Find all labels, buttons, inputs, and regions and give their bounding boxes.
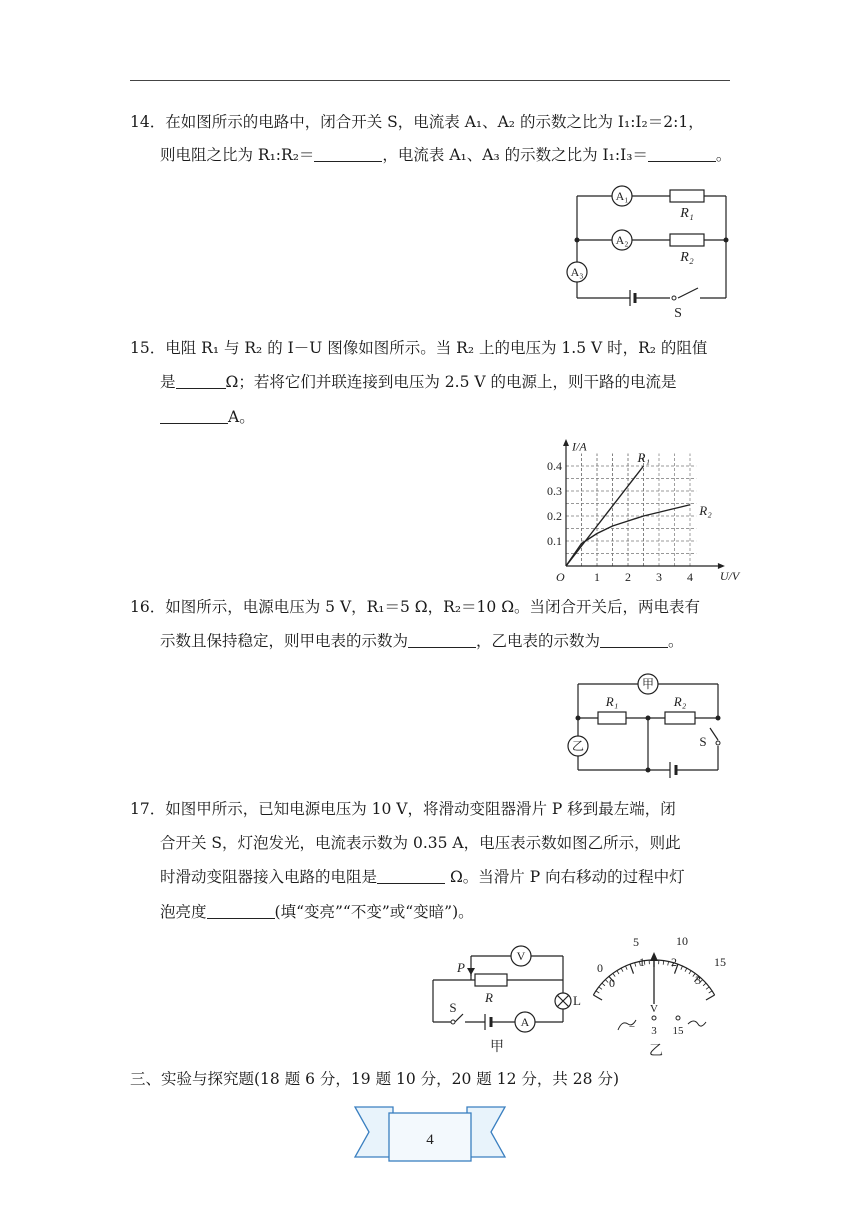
- label-a3: A₃: [570, 265, 584, 279]
- label-r2: R₂: [673, 694, 687, 709]
- dial-upper-5: 5: [633, 935, 639, 949]
- dial-upper-10: 10: [676, 934, 688, 948]
- q16-line2-c: 。: [668, 632, 684, 650]
- dial-tick: [681, 966, 683, 970]
- dial-tick: [685, 968, 687, 972]
- dial-upper-0: 0: [597, 961, 603, 975]
- terminal-post-3: [652, 1016, 656, 1020]
- terminal-post-15: [676, 1016, 680, 1020]
- q17-line4: [160, 901, 474, 923]
- resistor-r2: [670, 234, 704, 246]
- page-number-ribbon: [355, 1103, 505, 1167]
- label-s: S: [449, 1000, 457, 1015]
- voltmeter-dial-yi: [588, 930, 738, 1060]
- q17-line2: 合开关 S，灯泡发光，电流表示数为 0.35 A，电压表示数如图乙所示，则此: [160, 834, 681, 852]
- label-p: P: [457, 960, 465, 975]
- x-axis-label: U/V: [719, 569, 740, 583]
- q16-blank-1[interactable]: [408, 632, 476, 648]
- resistor-r1: [670, 190, 704, 202]
- label-r2: R₂: [680, 250, 694, 265]
- junction-a: [576, 716, 581, 721]
- x-tick-label: 1: [594, 570, 600, 584]
- label-l: L: [573, 993, 581, 1008]
- ribbon-right-tail: [467, 1107, 505, 1157]
- dial-tick: [706, 987, 709, 989]
- q14-blank-2[interactable]: [648, 146, 716, 162]
- y-axis-label: I/A: [572, 439, 587, 454]
- q17-line3: [160, 866, 685, 888]
- dial-tick: [593, 995, 602, 1000]
- label-yi: 乙: [571, 739, 585, 753]
- q15-line2-a: 是: [160, 373, 176, 391]
- switch-pivot: [451, 1020, 455, 1024]
- label-r1: R₁: [605, 694, 619, 709]
- junction-left: [575, 238, 580, 243]
- dial-tick: [630, 964, 633, 973]
- dial-lower-2: 2: [671, 955, 677, 969]
- dial-upper-15: 15: [714, 955, 726, 969]
- q15-blank-1[interactable]: [176, 373, 226, 389]
- series-r1-label: R₁: [637, 450, 650, 465]
- q17-blank-2[interactable]: [207, 903, 275, 919]
- q16-line1: 16．如图所示，电源电压为 5 V，R₁＝5 Ω，R₂＝10 Ω。当闭合开关后，两电表有: [130, 598, 701, 616]
- q16-circuit-figure: [560, 668, 730, 778]
- caption-jia: 甲: [490, 1040, 504, 1055]
- switch-pivot: [716, 741, 720, 745]
- q15-line2-b: Ω；若将它们并联连接到电压为 2.5 V 的电源上，则干路的电流是: [225, 373, 677, 391]
- series-r2-label: R₂: [699, 503, 712, 518]
- dial-lower-3: 3: [695, 973, 701, 987]
- q14-line2-c: 。: [715, 146, 732, 164]
- q17-line1: 17．如图甲所示，已知电源电压为 10 V，将滑动变阻器滑片 P 移到最左端，闭: [130, 800, 676, 818]
- junction-right: [724, 238, 729, 243]
- caption-yi: 乙: [649, 1044, 663, 1059]
- origin-label: O: [556, 570, 565, 584]
- label-a1: A₁: [615, 189, 629, 203]
- dial-lower-1: 1: [639, 955, 645, 969]
- resistor-r2: [665, 712, 695, 724]
- terminal-15: 15: [672, 1025, 684, 1037]
- dial-tick: [703, 983, 706, 986]
- dial-tick: [663, 961, 664, 965]
- label-a2: A₂: [615, 233, 629, 247]
- q15-blank-2[interactable]: [160, 408, 228, 424]
- label-jia: 甲: [641, 677, 655, 691]
- junction-b: [646, 716, 651, 721]
- label-s: S: [674, 306, 682, 321]
- q16-line2-b: ，乙电表的示数为: [476, 632, 601, 650]
- dial-tick: [706, 995, 715, 1000]
- q17-line3-a: 时滑动变阻器接入电路的电阻是: [160, 868, 378, 886]
- section-heading: 三、实验与探究题(18 题 6 分，19 题 10 分，20 题 12 分，共 28 分): [130, 1070, 619, 1088]
- dial-tick: [599, 987, 602, 989]
- dial-lower-0: 0: [609, 976, 615, 990]
- y-axis-arrow: [563, 439, 569, 446]
- y-tick-label: 0.4: [547, 459, 562, 473]
- q17-circuit-jia: [425, 938, 585, 1058]
- label-s: S: [699, 734, 707, 749]
- dial-tick: [596, 991, 599, 993]
- y-tick-label: 0.3: [547, 484, 562, 498]
- dial-tick: [709, 991, 712, 993]
- label-r1: R₁: [680, 206, 694, 221]
- rheostat-r: [475, 974, 507, 986]
- junction-d: [646, 768, 651, 773]
- q14-line1: 14．在如图所示的电路中，闭合开关 S，电流表 A₁、A₂ 的示数之比为 I₁:I₂＝2:1，: [130, 113, 704, 131]
- label-v: V: [516, 949, 526, 963]
- junction-c: [716, 716, 721, 721]
- x-tick-label: 4: [687, 570, 693, 584]
- q17-line4-b: (填“变亮”“不变”或“变暗”)。: [274, 903, 474, 921]
- q15-line3: [160, 406, 255, 428]
- q14-circuit-figure: [560, 180, 740, 322]
- ribbon-left-tail: [355, 1107, 393, 1157]
- dial-tick: [602, 983, 605, 986]
- dial-tick: [668, 962, 669, 966]
- terminal-3: 3: [651, 1025, 657, 1037]
- q15-line3-b: A。: [228, 408, 255, 426]
- q15-line2: [160, 371, 677, 393]
- header-rule: [130, 80, 730, 81]
- x-tick-label: 3: [656, 570, 662, 584]
- q16-blank-2[interactable]: [600, 632, 668, 648]
- slider-arrow: [467, 968, 475, 975]
- dial-tick: [621, 968, 623, 972]
- dial-needle-tip: [650, 952, 658, 961]
- label-r: R: [485, 990, 493, 1005]
- q17-blank-1[interactable]: [377, 868, 445, 884]
- label-a: A: [520, 1015, 530, 1029]
- y-tick-label: 0.2: [547, 509, 562, 523]
- q14-line2-a: 则电阻之比为 R₁:R₂＝: [160, 146, 315, 164]
- q16-line2: [160, 630, 684, 652]
- lamp-l: [555, 993, 571, 1009]
- iu-chart: [536, 438, 740, 588]
- q17-line3-b: Ω。当滑片 P 向右移动的过程中灯: [445, 868, 685, 886]
- wire-lead-right: [688, 1021, 706, 1026]
- y-tick-label: 0.1: [547, 534, 562, 548]
- q15-line1: 15．电阻 R₁ 与 R₂ 的 I－U 图像如图所示。当 R₂ 上的电压为 1.5 V 时，R₂ 的阻值: [130, 339, 708, 357]
- switch-pivot: [672, 296, 676, 300]
- terminal-neg: −: [628, 1021, 636, 1033]
- x-tick-label: 2: [625, 570, 631, 584]
- dial-tick: [626, 966, 628, 970]
- q17-line4-a: 泡亮度: [160, 903, 207, 921]
- page-number: 4: [426, 1132, 434, 1148]
- dial-tick: [605, 980, 608, 983]
- dial-v: V: [650, 1003, 658, 1015]
- q14-line2-b: ，电流表 A₁、A₃ 的示数之比为 I₁:I₃＝: [382, 146, 648, 164]
- resistor-r1: [598, 712, 626, 724]
- q16-line2-a: 示数且保持稳定，则甲电表的示数为: [160, 632, 409, 650]
- dial-tick: [635, 963, 636, 967]
- q14-blank-1[interactable]: [314, 146, 382, 162]
- q14-line2: [160, 144, 731, 166]
